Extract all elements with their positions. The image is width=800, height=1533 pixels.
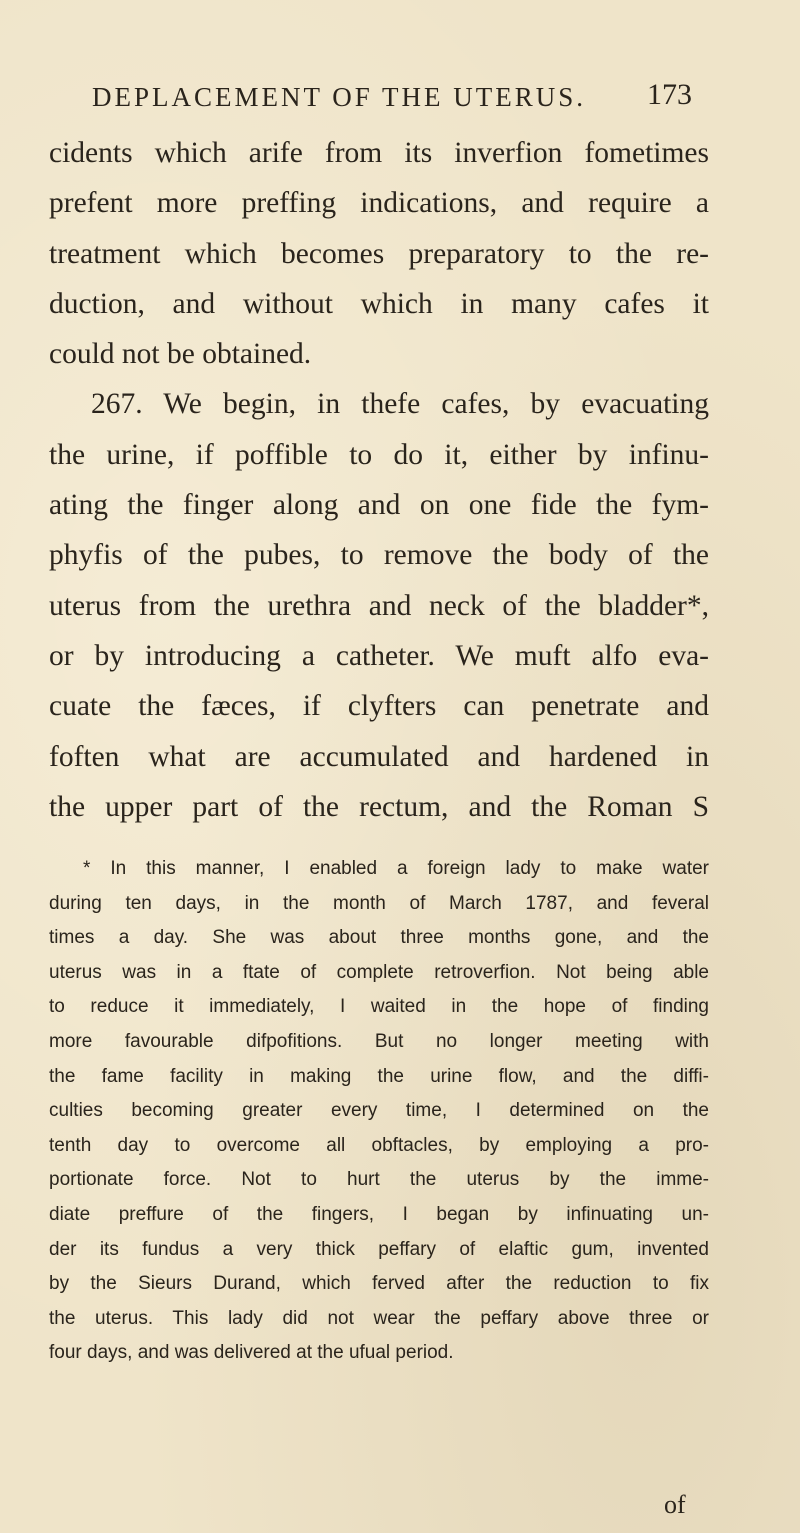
text-line: could not be obtained. [49,338,312,371]
text-line: cuate the fæces, if clyfters can penetrate and [49,690,709,723]
footnote-line: portionate force. Not to hurt the uterus by the imme- [49,1169,709,1191]
footnote-line: diate preffure of the fingers, I began by infinuating un- [49,1203,709,1225]
page-header [92,78,692,122]
paragraph-267-start: 267. We begin, in thefe cafes, by evacuating [91,388,709,421]
text-line: uterus from the urethra and neck of the bladder*, [49,589,709,622]
text-line: or by introducing a catheter. We muft alfo eva- [49,639,709,672]
footnote-line: times a day. She was about three months gone, and the [49,927,709,949]
text-line: cidents which arife from its inverfion fometimes [49,137,709,169]
footnote-line: * In this manner, I enabled a foreign lady to make water [83,858,709,879]
footnote-line: the fame facility in making the urine flow, and the diffi- [49,1065,709,1087]
page-number: 173 [647,78,692,111]
footnote-line: der its fundus a very thick peffary of elaftic gum, invented [49,1238,709,1260]
footnote-line: the uterus. This lady did not wear the peffary above three or [49,1307,709,1329]
text-line: phyfis of the pubes, to remove the body of the [49,539,709,572]
text-line: ating the finger along and on one fide the fym- [49,489,709,522]
footnote-line: to reduce it immediately, I waited in the hope of finding [49,996,709,1018]
text-line: treatment which becomes preparatory to the re- [49,237,709,270]
footnote-line: during ten days, in the month of March 1787, and feveral [49,892,709,914]
text-line: prefent more preffing indications, and require a [49,187,709,220]
text-line: foften what are accumulated and hardened in [49,740,709,773]
footnote-line: uterus was in a ftate of complete retroverfion. Not being able [49,961,709,983]
text-line: the urine, if poffible to do it, either by infinu- [49,438,709,471]
catchword: of [664,1490,686,1519]
footnote-line: tenth day to overcome all obftacles, by employing a pro- [49,1134,709,1156]
text-line: duction, and without which in many cafes it [49,287,709,320]
main-text [49,128,709,832]
running-head: DEPLACEMENT OF THE UTERUS. [92,82,587,112]
text-line: the upper part of the rectum, and the Roman S [49,790,709,823]
footnote-line: more favourable difpofitions. But no longer meeting with [49,1030,709,1052]
footnote-line: four days, and was delivered at the ufual period. [49,1342,454,1364]
footnote [49,852,709,1371]
footnote-line: culties becoming greater every time, I determined on the [49,1100,709,1122]
footnote-line: by the Sieurs Durand, which ferved after the reduction to fix [49,1273,709,1295]
